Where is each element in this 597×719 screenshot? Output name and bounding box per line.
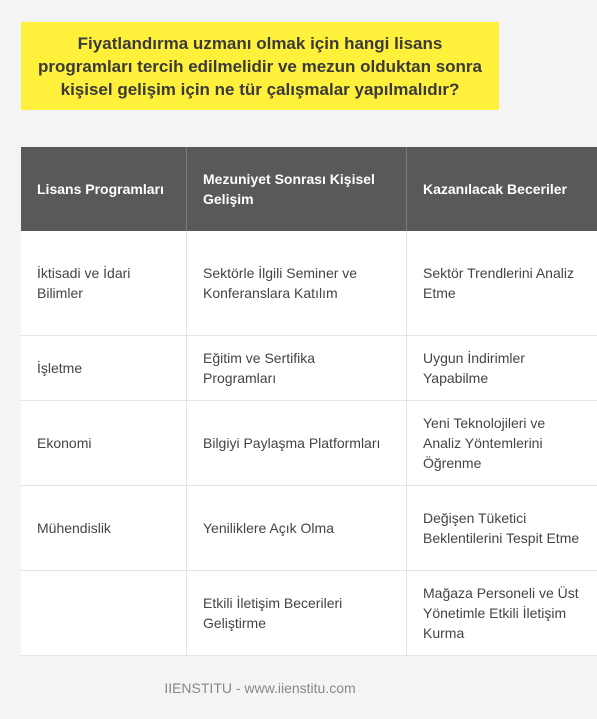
header-kazanilacak-beceriler: Kazanılacak Beceriler (407, 147, 597, 231)
programs-table (21, 147, 597, 656)
table-cell: Uygun İndirimler Yapabilme (407, 335, 597, 400)
table-row (21, 400, 597, 485)
table-cell: Yeni Teknolojileri ve Analiz Yöntemlerini Öğrenme (407, 400, 597, 485)
table-cell: Yeniliklere Açık Olma (187, 485, 407, 570)
table-row (21, 485, 597, 570)
page-title: Fiyatlandırma uzmanı olmak için hangi lisans programları tercih edilmelidir ve mezun olduktan sonra kişisel gelişim için ne tür çalışmalar yapılmalıdır? (37, 33, 482, 99)
table-cell: Değişen Tüketici Beklentilerini Tespit Etme (407, 485, 597, 570)
table-cell: Sektör Trendlerini Analiz Etme (407, 231, 597, 335)
table-row (21, 570, 597, 655)
table-cell: Ekonomi (21, 400, 187, 485)
header-mezuniyet-sonrasi: Mezuniyet Sonrası Kişisel Gelişim (187, 147, 407, 231)
table-cell: İktisadi ve İdari Bilimler (21, 231, 187, 335)
table-cell: Eğitim ve Sertifika Programları (187, 335, 407, 400)
table-row (21, 335, 597, 400)
table-cell (21, 570, 187, 655)
table-row (21, 231, 597, 335)
table-cell: Mühendislik (21, 485, 187, 570)
header-lisans-programlari: Lisans Programları (21, 147, 187, 231)
table-cell: Bilgiyi Paylaşma Platformları (187, 400, 407, 485)
table-cell: Mağaza Personeli ve Üst Yönetimle Etkili İletişim Kurma (407, 570, 597, 655)
table-cell: Etkili İletişim Becerileri Geliştirme (187, 570, 407, 655)
title-banner (21, 22, 499, 110)
table-cell: İşletme (21, 335, 187, 400)
footer-credit: IIENSTITU - www.iienstitu.com (164, 680, 356, 696)
table-header-row (21, 147, 597, 231)
table-cell: Sektörle İlgili Seminer ve Konferanslara Katılım (187, 231, 407, 335)
